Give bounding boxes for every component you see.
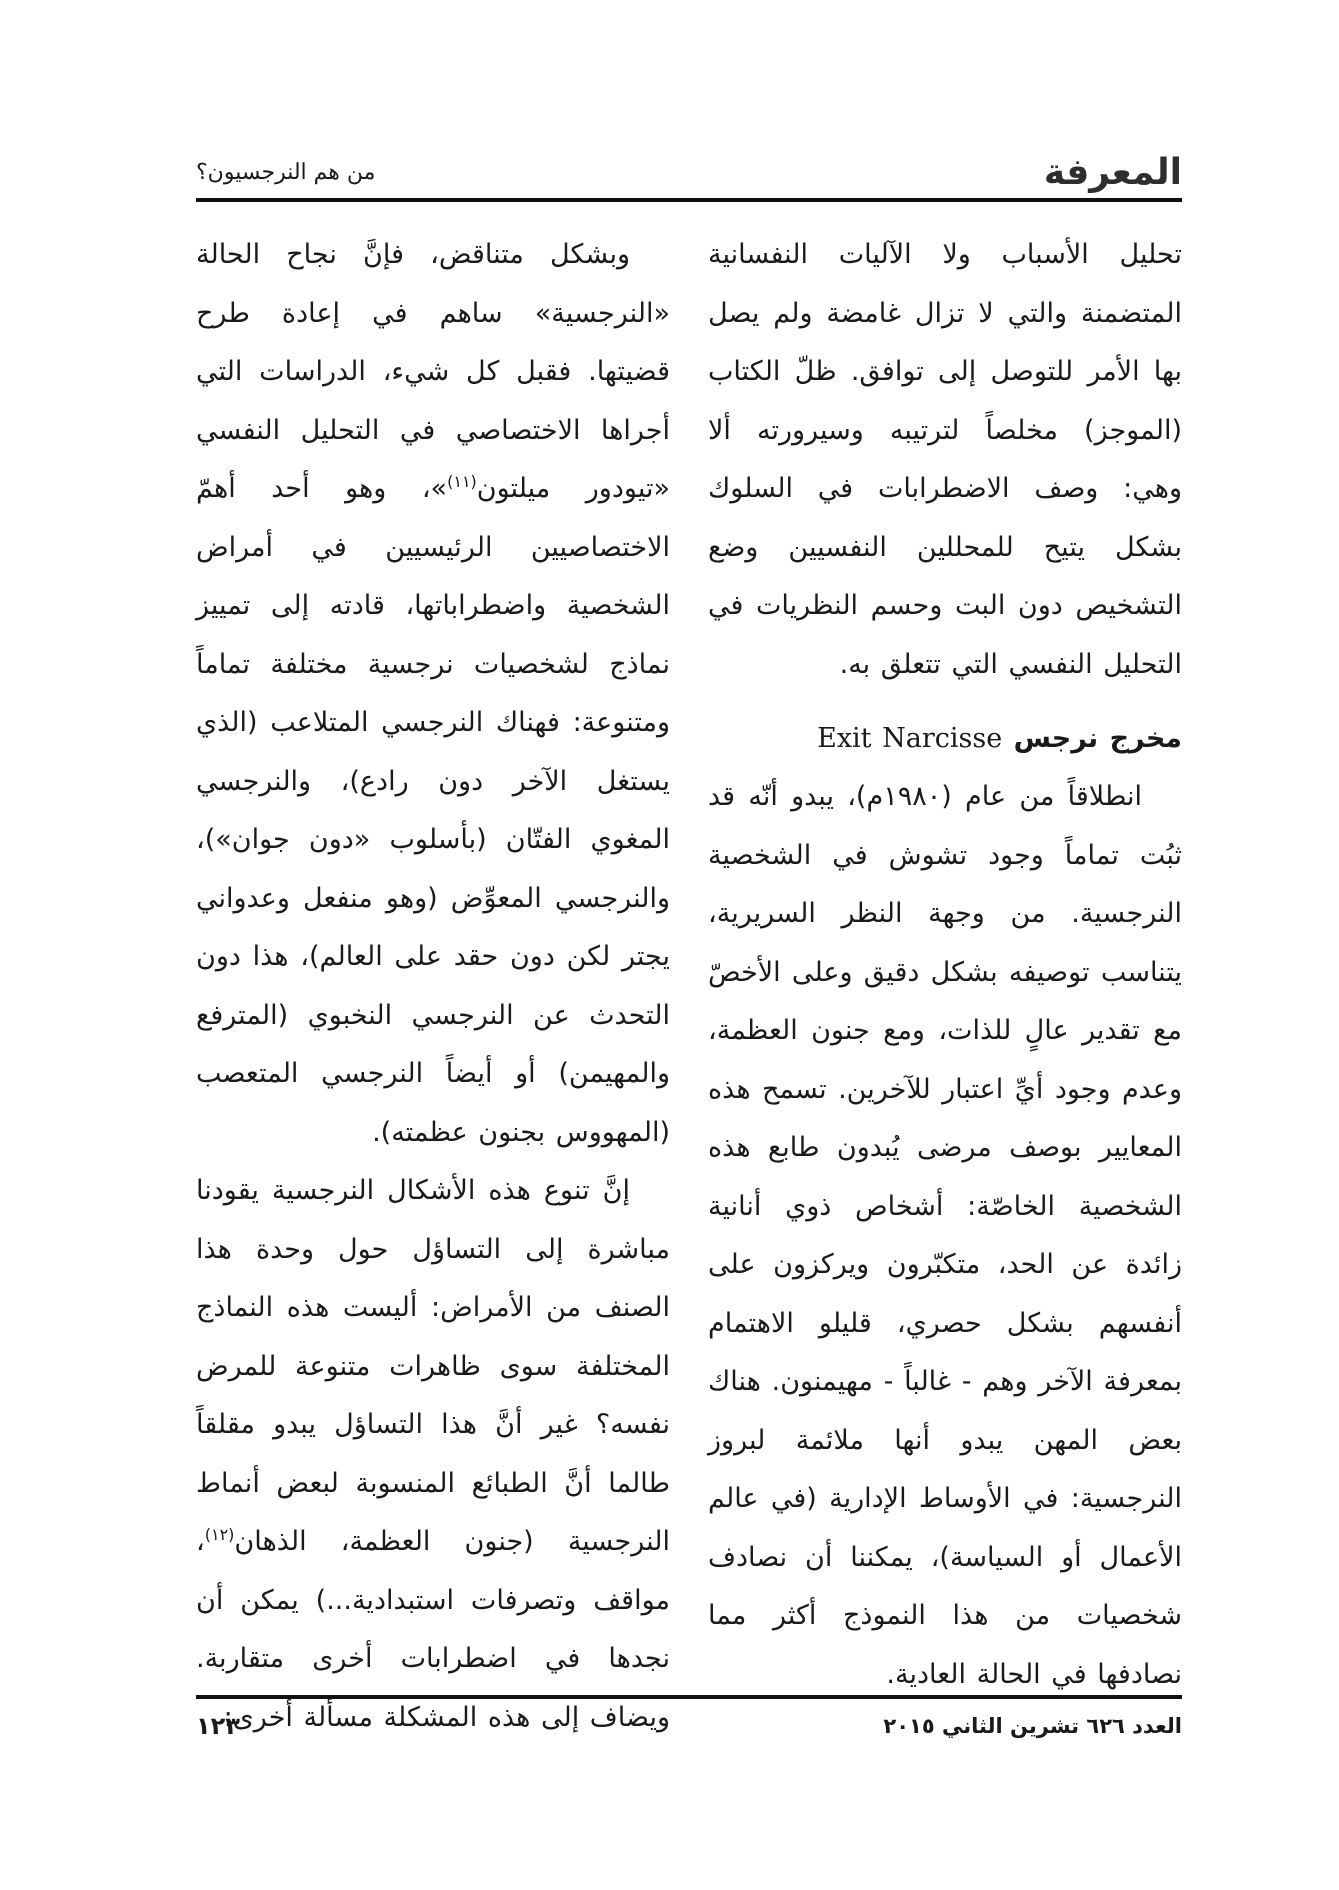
right-column	[708, 226, 1182, 1704]
footer-rule	[196, 1695, 1182, 1699]
footnote-marker: (١١)	[447, 472, 477, 491]
text-run: »، وهو أحد أهمّ الاختصاصيين الرئيسيين في أمراض الشخصية واضطراباتها، قادته إلى تمييز نماذج لشخصيات نرجسية مختلفة تماماً ومتنوعة: فهناك النرجسي المتلاعب (الذي يستغل الآخر دون رادع)، والنرجسي المغوي الفتّان (بأسلوب «دون جوان»)، والنرجسي المعوِّض (وهو منفعل وعدواني يجتر لكن دون حقد على العالم)، هذا دون التحدث عن النرجسي النخبوي (المترفع والمهيمن) أو أيضاً النرجسي المتعصب (المهووس بجنون عظمته).	[196, 473, 670, 1148]
paragraph	[196, 1162, 670, 1747]
header-rule	[196, 198, 1182, 202]
section-heading-arabic: مخرج نرجس	[1013, 723, 1182, 754]
text-run: إنَّ تنوع هذه الأشكال النرجسية يقودنا مباشرة إلى التساؤل حول وحدة هذا الصنف من الأمراض: أليست هذه النماذج المختلفة سوى ظاهرات متنوعة للمرض نفسه؟ غير أنَّ هذا التساؤل يبدو مقلقاً طالما أنَّ الطبائع المنسوبة لبعض أنماط النرجسية (جنون العظمة، الذهان	[196, 1175, 670, 1557]
page-header	[196, 148, 1182, 196]
paragraph: تحليل الأسباب ولا الآليات النفسانية المتضمنة والتي لا تزال غامضة ولم يصل بها الأمر للتوصل إلى توافق. ظلّ الكتاب (الموجز) مخلصاً لترتيبه وسيرورته ألا وهي: وصف الاضطرابات في السلوك بشكل يتيح للمحللين النفسيين وضع التشخيص دون البت وحسم النظريات في التحليل النفسي التي تتعلق به.	[708, 239, 1182, 680]
issue-info: العدد ٦٢٦ تشرين الثاني ٢٠١٥	[883, 1714, 1182, 1738]
page-number: ١٢٣	[196, 1712, 240, 1740]
footnote-marker: (١٢)	[204, 1525, 235, 1544]
left-column	[196, 226, 670, 1747]
paragraph	[196, 226, 670, 1162]
section-heading-english: Exit Narcisse	[817, 723, 1003, 754]
magazine-logo: المعرفة	[1043, 152, 1182, 193]
page-footer	[196, 1710, 1182, 1750]
section-heading	[708, 710, 1182, 768]
running-title: من هم النرجسيون؟	[196, 160, 376, 185]
text-run: وبشكل متناقض، فإنَّ نجاح الحالة «النرجسية» ساهم في إعادة طرح قضيتها. فقبل كل شيء، الدراسات التي أجراها الاختصاصي في التحليل النفسي «تيودور ميلتون	[196, 239, 670, 504]
text-run: ، مواقف وتصرفات استبدادية...) يمكن أن نجدها في اضطرابات أخرى متقاربة. ويضاف إلى هذه المشكلة مسألة أخرى:	[196, 1526, 670, 1733]
paragraph: انطلاقاً من عام (١٩٨٠م)، يبدو أنّه قد ثبُت تماماً وجود تشوش في الشخصية النرجسية. من وجهة النظر السريرية، يتناسب توصيفه بشكل دقيق وعلى الأخصّ مع تقدير عالٍ للذات، ومع جنون العظمة، وعدم وجود أيِّ اعتبار للآخرين. تسمح هذه المعايير بوصف مرضى يُبدون طابع هذه الشخصية الخاصّة: أشخاص ذوي أنانية زائدة عن الحد، متكبّرون ويركزون على أنفسهم بشكل حصري، قليلو الاهتمام بمعرفة الآخر وهم - غالباً - مهيمنون. هناك بعض المهن يبدو أنها ملائمة لبروز النرجسية: في الأوساط الإدارية (في عالم الأعمال أو السياسة)، يمكننا أن نصادف شخصيات من هذا النموذج أكثر مما نصادفها في الحالة العادية.	[708, 781, 1182, 1690]
